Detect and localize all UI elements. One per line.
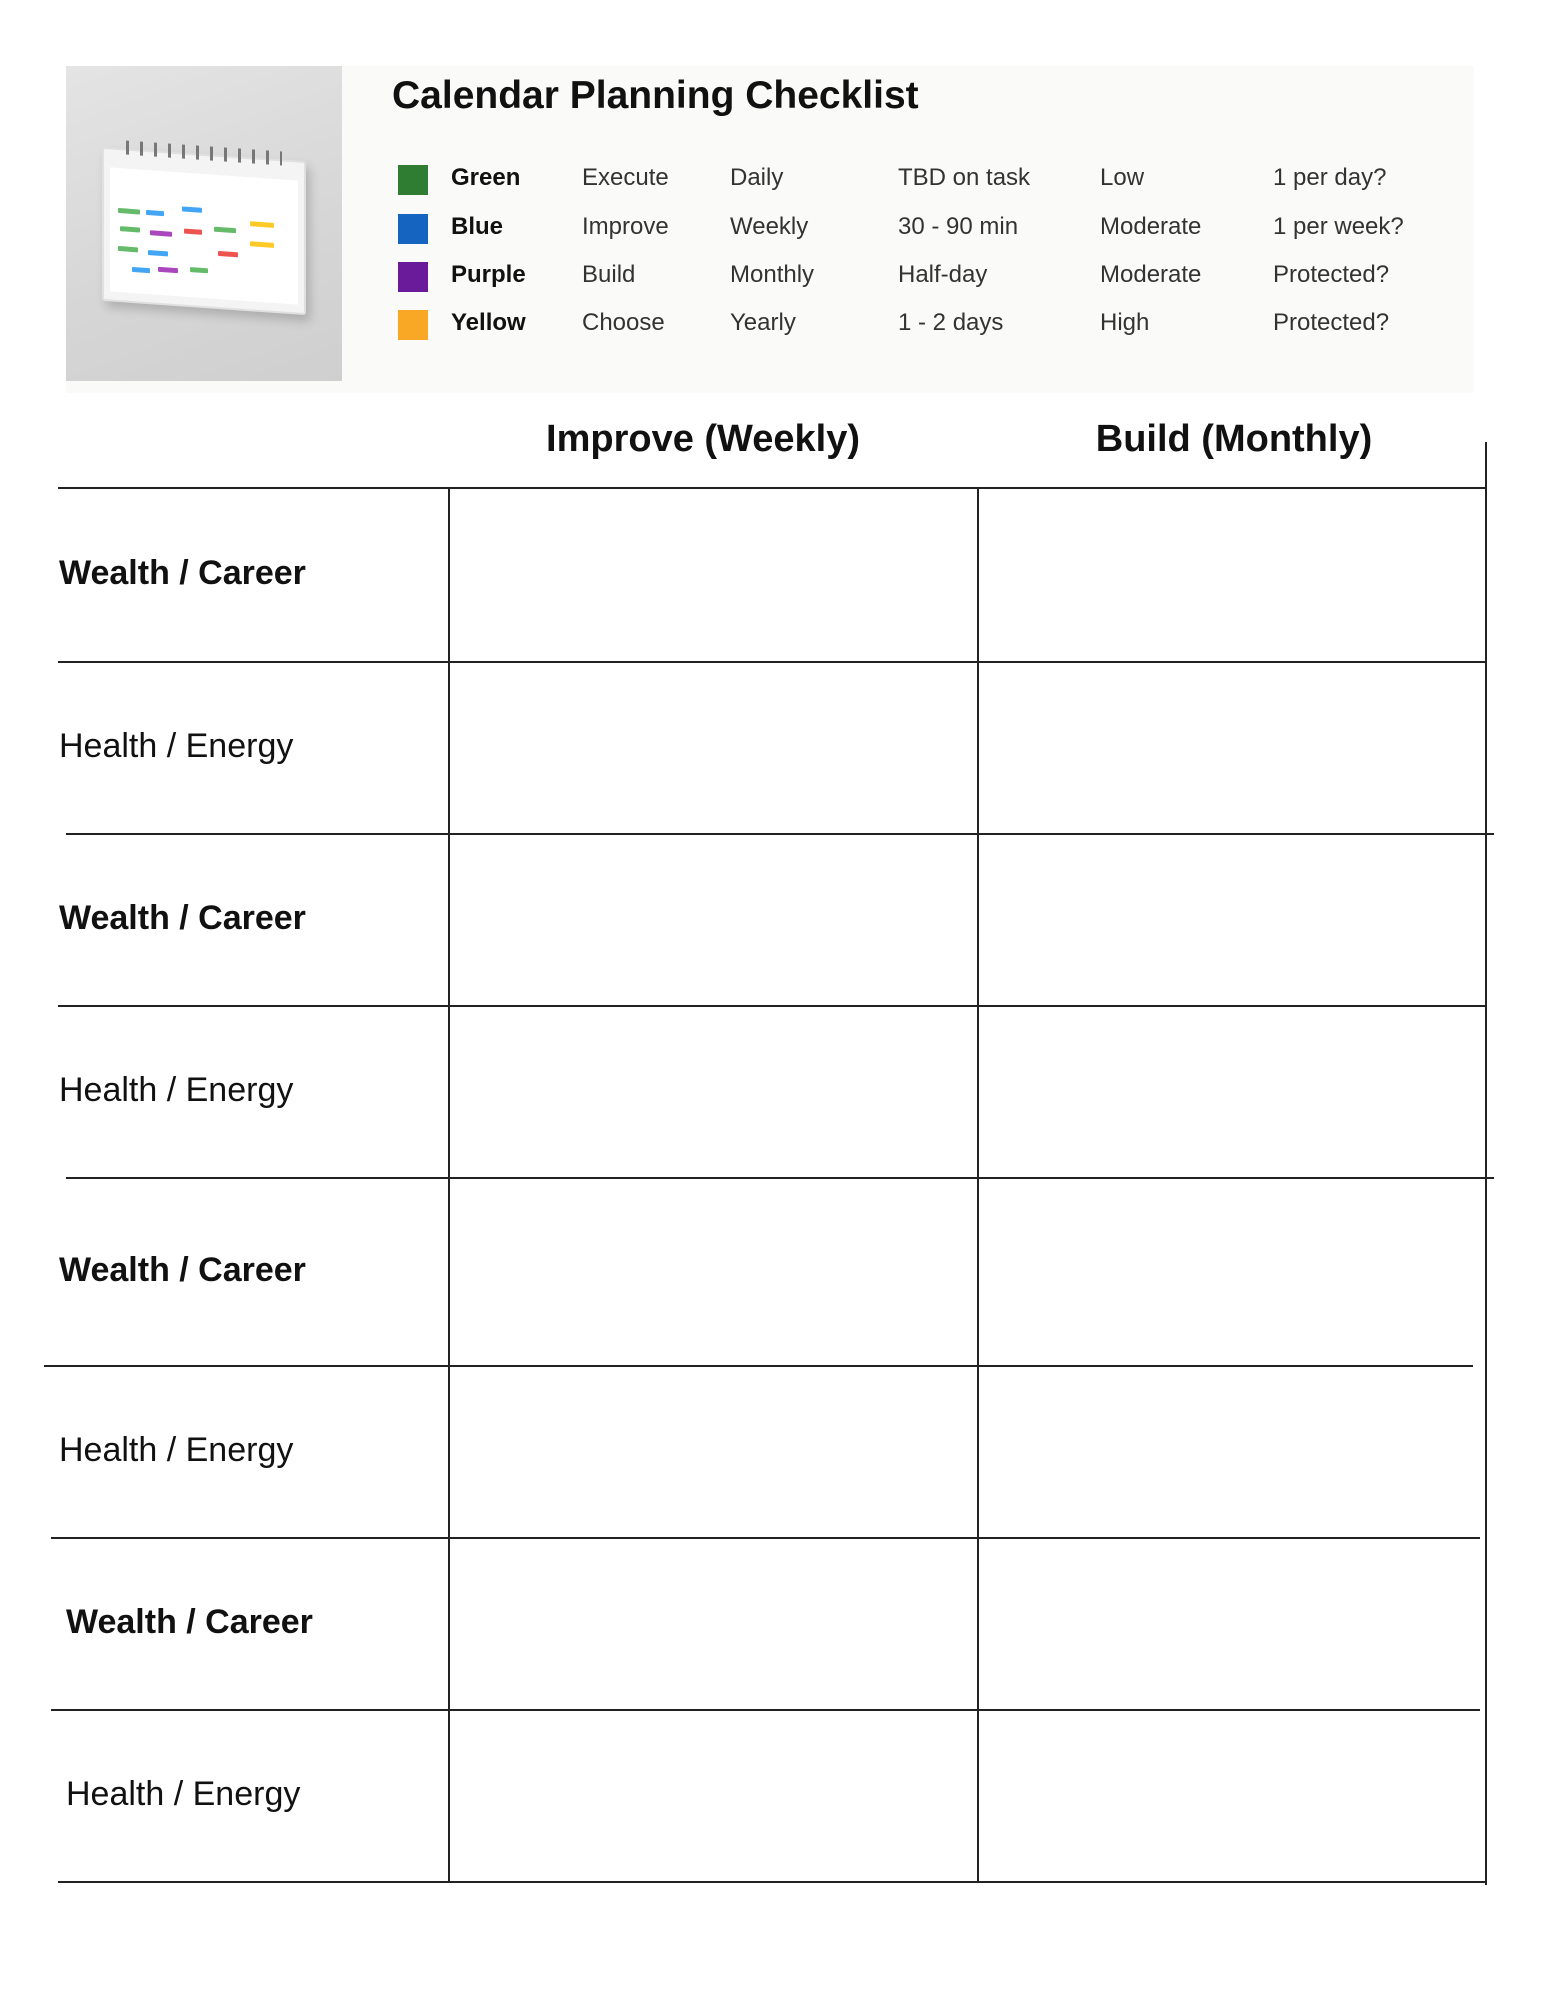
improve-weekly-cell[interactable] [450,663,977,833]
build-monthly-cell[interactable] [979,663,1485,833]
build-monthly-cell[interactable] [979,1179,1485,1365]
legend-row-yellow [0,307,1545,347]
page-title: Calendar Planning Checklist [392,74,919,117]
legend-effort: High [1100,309,1150,336]
improve-weekly-cell[interactable] [450,1179,977,1365]
build-monthly-cell[interactable] [979,835,1485,1005]
legend-frequency: Weekly [730,213,809,240]
legend-mode: Execute [582,164,669,191]
legend-effort: Low [1100,164,1145,191]
row-label: Health / Energy [59,1431,294,1469]
improve-weekly-cell[interactable] [450,1539,977,1709]
legend-row-blue [0,211,1545,251]
legend-limit: Protected? [1273,261,1390,288]
color-swatch [398,165,428,195]
row-label: Wealth / Career [59,899,306,937]
build-monthly-cell[interactable] [979,1007,1485,1177]
legend-row-green [0,162,1545,202]
build-monthly-cell[interactable] [979,1539,1485,1709]
legend-mode: Build [582,261,636,288]
legend-frequency: Yearly [730,309,796,336]
legend-limit: Protected? [1273,309,1390,336]
legend-color-name: Green [451,164,521,191]
legend-mode: Choose [582,309,665,336]
row-label: Wealth / Career [66,1603,313,1641]
improve-weekly-cell[interactable] [450,1007,977,1177]
legend-duration: Half-day [898,261,988,288]
build-monthly-cell[interactable] [979,1367,1485,1537]
table-column-divider [1485,442,1487,1885]
legend-color-name: Purple [451,261,526,288]
table-row-divider [58,1881,1486,1883]
build-monthly-cell[interactable] [979,489,1485,661]
legend-row-purple [0,259,1545,299]
color-swatch [398,214,428,244]
row-label: Wealth / Career [59,1251,306,1289]
row-label: Health / Energy [66,1775,301,1813]
column-header-build: Build (Monthly) [1095,418,1373,460]
legend-limit: 1 per day? [1273,164,1387,191]
color-swatch [398,262,428,292]
legend-limit: 1 per week? [1273,213,1404,240]
build-monthly-cell[interactable] [979,1711,1485,1881]
legend-frequency: Daily [730,164,784,191]
legend-mode: Improve [582,213,669,240]
row-label: Health / Energy [59,1071,294,1109]
legend-duration: TBD on task [898,164,1031,191]
legend-frequency: Monthly [730,261,815,288]
legend-duration: 30 - 90 min [898,213,1019,240]
column-header-improve: Improve (Weekly) [546,418,860,460]
legend-effort: Moderate [1100,261,1202,288]
legend-duration: 1 - 2 days [898,309,1004,336]
row-label: Wealth / Career [59,554,306,592]
color-swatch [398,310,428,340]
legend-color-name: Yellow [451,309,526,336]
improve-weekly-cell[interactable] [450,835,977,1005]
legend-effort: Moderate [1100,213,1202,240]
row-label: Health / Energy [59,727,294,765]
improve-weekly-cell[interactable] [450,1711,977,1881]
improve-weekly-cell[interactable] [450,489,977,661]
improve-weekly-cell[interactable] [450,1367,977,1537]
legend-color-name: Blue [451,213,504,240]
